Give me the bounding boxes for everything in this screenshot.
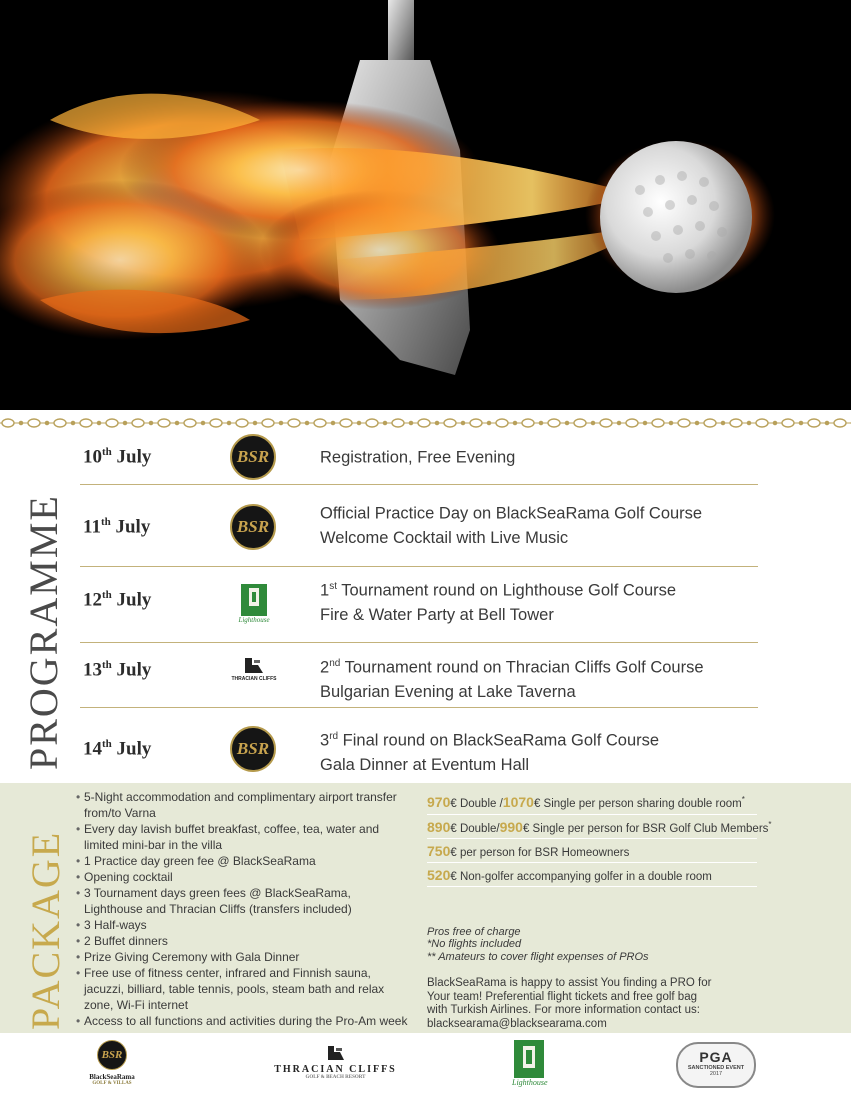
ornament-dot [331,421,334,424]
programme-date: 13th July [83,659,152,681]
contact-email-link[interactable]: blacksearama@blacksearama.com [427,1017,607,1030]
price-value: 1070 [502,794,534,810]
programme-divider [80,707,758,708]
package-item: • 1 Practice day green fee @ BlackSeaRama [76,853,411,869]
ornament-link [522,419,534,427]
ornament-link [392,419,404,427]
lighthouse-icon [514,1040,544,1078]
ornament-dot [591,421,594,424]
ornament-link [600,419,612,427]
pga-sanctioned-event-badge: PGA SANCTIONED EVENT 2017 [676,1042,756,1088]
programme-line-2: Bulgarian Evening at Lake Taverna [320,682,576,701]
programme-row [80,496,760,556]
programme-title: PROGRAMME [21,494,66,770]
package-item: • 5-Night accommodation and complimentary airport transfer from/to Varna [76,789,411,821]
ornament-link [470,419,482,427]
ornament-dot [747,421,750,424]
programme-line-2: Welcome Cocktail with Live Music [320,528,569,547]
programme-date: 10th July [83,446,152,468]
ornament-link [704,419,716,427]
bsr-monogram: BSR [230,434,276,480]
programme-line-1: 1st Tournament round on Lighthouse Golf Course [320,581,677,600]
ornament-dot [799,421,802,424]
package-item: • Prize Giving Ceremony with Gala Dinner [76,949,411,965]
ornament-dot [669,421,672,424]
price-line-3: 750€ per person for BSR Homeowners [427,843,630,859]
ornament-link [730,419,742,427]
price-divider [427,862,757,863]
golf-ball [600,141,752,293]
ornament-link [54,419,66,427]
ornament-link [626,419,638,427]
ornament-dot [617,421,620,424]
package-item: • 3 Half-ways [76,917,411,933]
ornament-dot [565,421,568,424]
programme-divider [80,566,758,567]
ornament-dot [435,421,438,424]
package-item: • Every day lavish buffet breakfast, coffee, tea, water and limited mini-bar in the villa [76,821,411,853]
ornament-dot [643,421,646,424]
ornament-link [106,419,118,427]
programme-divider [80,484,758,485]
ornament-link [782,419,794,427]
ornament-link [678,419,690,427]
ornament-dot [513,421,516,424]
thracian-cliffs-footer-logo: THRACIAN CLIFFS GOLF & BEACH RESORT [268,1044,403,1084]
price-line-2: 890€ Double/990€ Single per person for BSR Golf Club Members* [427,819,772,835]
ornament-dot [773,421,776,424]
ornament-link [366,419,378,427]
ornament-dot [71,421,74,424]
ornament-link [496,419,508,427]
price-divider [427,838,757,839]
thracian-cliffs-logo-icon: THRACIAN CLIFFS [230,652,278,700]
price-value: 970 [427,794,451,810]
contact-block: BlackSeaRama is happy to assist You finding a PRO for Your team! Preferential flight tickets and free golf bag with Turkish Airlines. For more information contact us: blacksearama@blacksearama.com [427,977,757,1031]
package-item: • Free use of fitness center, infrared and Finnish sauna, jacuzzi, billiard, table tennis, pools, steam bath and relax zone, Wi-Fi internet [76,965,411,1013]
ornament-link [184,419,196,427]
price-line-1: 970€ Double /1070€ Single per person sharing double room* [427,794,745,810]
ornament-link [574,419,586,427]
ornament-link [288,419,300,427]
programme-line-1: 3rd Final round on BlackSeaRama Golf Course [320,731,660,750]
ornament-link [132,419,144,427]
ornament-dot [305,421,308,424]
ornament-link [210,419,222,427]
programme-divider [80,642,758,643]
ornament-link [340,419,352,427]
programme-date: 11th July [83,516,151,538]
blacksearama-footer-logo: BSR BlackSeaRama GOLF & VILLAS [82,1040,142,1090]
package-item: • 2 Buffet dinners [76,933,411,949]
price-divider [427,886,757,887]
programme-description [320,498,702,550]
programme-row [80,717,760,777]
club-shaft [388,0,414,70]
price-value: 520 [427,867,451,883]
programme-line-2: Fire & Water Party at Bell Tower [320,605,554,624]
ornament-link [652,419,664,427]
ornament-dot [253,421,256,424]
ornament-link [314,419,326,427]
package-item: • Opening cocktail [76,869,411,885]
ornament-link [808,419,820,427]
ornament-dot [149,421,152,424]
programme-description [320,575,676,627]
bsr-monogram: BSR [230,726,276,772]
programme-line-1: Official Practice Day on BlackSeaRama Golf Course [320,504,703,523]
programme-row [80,648,760,708]
ornament-link [2,419,14,427]
programme-row [80,432,760,492]
programme-description [320,442,515,470]
thracian-mark [241,656,267,676]
footer-sponsors [0,1036,851,1097]
ornament-dot [487,421,490,424]
price-divider [427,814,757,815]
ornament-dot [721,421,724,424]
note-amateurs: ** Amateurs to cover flight expenses of PROs [427,951,649,963]
ornament-link [444,419,456,427]
note-flights: *No flights included [427,938,522,950]
price-value: 890 [427,819,451,835]
programme-date: 12th July [83,589,152,611]
ornament-dot [45,421,48,424]
package-item: • Access to all functions and activities during the Pro-Am week [76,1013,411,1029]
ornament-dot [123,421,126,424]
lighthouse-footer-logo: Lighthouse [512,1040,546,1090]
ornament-link [548,419,560,427]
ornament-dot [201,421,204,424]
programme-row [80,572,760,632]
bsr-medallion-icon [230,726,278,774]
ornament-dot [409,421,412,424]
ornament-dot [695,421,698,424]
bsr-medallion-icon [230,504,278,552]
programme-line-2: Gala Dinner at Eventum Hall [320,755,530,774]
note-pros: Pros free of charge [427,926,521,938]
programme-line-1: Registration, Free Evening [320,448,516,467]
ornament-dot [539,421,542,424]
ornament-dot [97,421,100,424]
flaming-golf-ball-illustration [0,0,851,410]
price-value: 750 [427,843,451,859]
ornament-dot [357,421,360,424]
bsr-monogram: BSR [230,504,276,550]
lighthouse-badge [241,584,267,616]
lighthouse-logo-icon: Lighthouse [230,580,278,628]
price-value: 990 [499,819,523,835]
bsr-medallion-icon [230,434,278,482]
ornament-dot [227,421,230,424]
programme-date: 14th July [83,738,152,760]
package-title: PACKAGE [23,830,68,1030]
decorative-border [0,416,851,430]
thracian-cliffs-icon [324,1044,348,1064]
ornament-link [262,419,274,427]
package-items [76,789,411,1029]
programme-line-1: 2nd Tournament round on Thracian Cliffs Golf Course [320,658,704,677]
ornament-dot [461,421,464,424]
price-line-4: 520€ Non-golfer accompanying golfer in a double room [427,867,712,883]
ornament-link [756,419,768,427]
ornament-link [158,419,170,427]
programme-description [320,652,704,704]
ornament-dot [175,421,178,424]
hero-image [0,0,851,410]
programme-description [320,725,659,777]
ornament-dot [383,421,386,424]
ornament-link [418,419,430,427]
ornament-dot [825,421,828,424]
bsr-medallion-icon: BSR [97,1040,127,1070]
ornament-link [236,419,248,427]
ornament-dot [279,421,282,424]
ornament-dot [19,421,22,424]
ornament-link [28,419,40,427]
ornament-link [80,419,92,427]
ornament-link [834,419,846,427]
package-item: • 3 Tournament days green fees @ BlackSeaRama, Lighthouse and Thracian Cliffs (transfers included) [76,885,411,917]
